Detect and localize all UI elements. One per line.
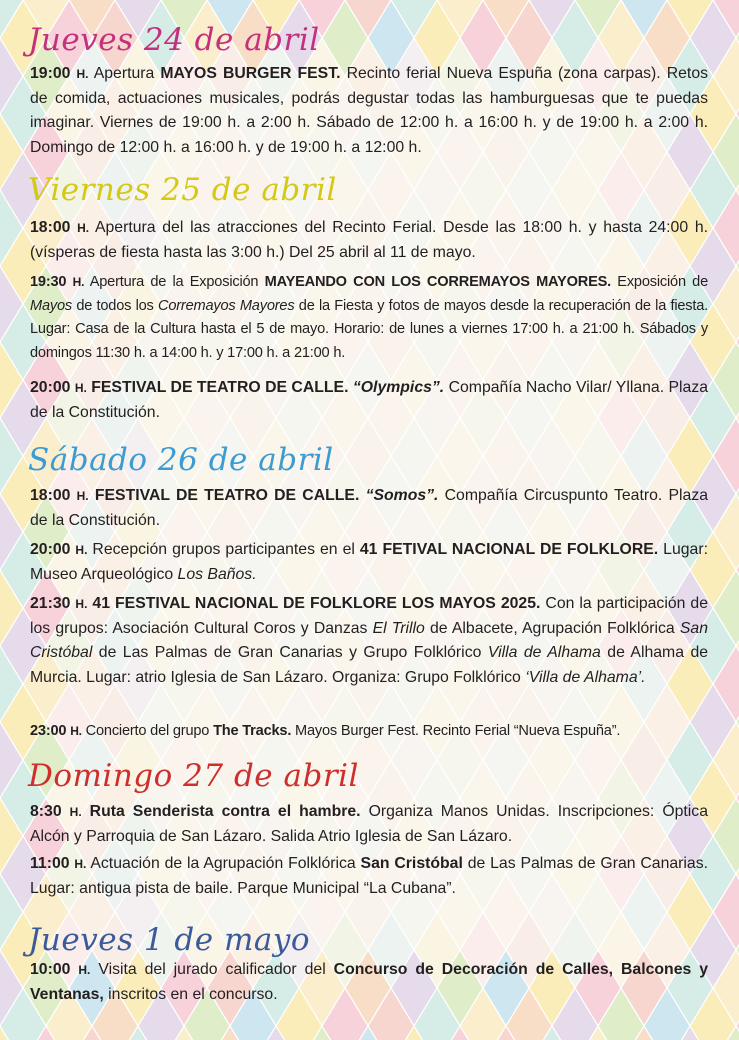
event-time: 19:30 [30, 274, 67, 290]
event-text: San Cristóbal [360, 855, 463, 872]
event-text: de todos los [71, 297, 159, 314]
day-heading-sabado-26: Sábado 26 de abril [28, 442, 334, 478]
event-text: ‘Villa de Alhama’. [525, 668, 646, 686]
event-text: de Las Palmas de Gran Canarias y Grupo Folklórico [92, 644, 488, 661]
event-text: MAYEANDO CON LOS CORREMAYOS MAYORES. [264, 274, 611, 290]
hour-abbrev: H. [72, 275, 85, 289]
event-time: 20:00 [30, 541, 71, 558]
event-entry-viernes-1800 [30, 216, 708, 265]
event-text: Los Baños. [177, 565, 257, 583]
event-time: 10:00 [30, 961, 71, 978]
event-entry-sabado-2000 [30, 538, 708, 587]
day-heading-jueves-24: Jueves 24 de abril [28, 22, 320, 58]
event-time: 18:00 [30, 219, 71, 236]
event-entry-domingo-1100 [30, 852, 708, 901]
event-time: 11:00 [30, 855, 70, 872]
event-entry-sabado-2130 [30, 592, 708, 690]
event-entry-jueves-1900 [30, 62, 708, 160]
event-text: Concierto del grupo [81, 723, 214, 739]
hour-abbrev: H. [70, 724, 82, 738]
event-text: Actuación de la Agrupación Folklórica [86, 855, 361, 872]
event-entry-sabado-2300 [30, 720, 708, 744]
hour-abbrev: H. [77, 221, 90, 235]
event-entry-viernes-1930 [30, 271, 708, 365]
event-text: Con la participación de los grupos: Asociación Cultural Coros y Danzas [30, 595, 708, 637]
event-text: Mayos Burger Fest. Recinto Ferial “Nueva Espuña”. [291, 723, 621, 739]
event-text: Ruta Senderista contra el hambre. [81, 803, 361, 820]
event-text: San Cristóbal [30, 619, 708, 661]
day-heading-viernes-25: Viernes 25 de abril [28, 172, 337, 208]
event-text: FESTIVAL DE TEATRO DE CALLE. [88, 487, 366, 504]
event-text: Apertura del las atracciones del Recinto Ferial. Desde las 18:00 h. y hasta 24:00 h. (vísperas de fiesta hasta las 3:00 h.) Del 25 abril al 11 de mayo. [30, 219, 708, 261]
event-entry-sabado-1800 [30, 484, 708, 533]
day-heading-domingo-27: Domingo 27 de abril [28, 758, 359, 794]
event-text: Concurso de Decoración de Calles, Balcones y Ventanas, [30, 961, 709, 1003]
event-text: FESTIVAL DE TEATRO DE CALLE. [86, 379, 353, 396]
event-text: Lugar: Museo Arqueológico [30, 541, 708, 583]
event-text: de Alhama de Murcia. Lugar: atrio Iglesia de San Lázaro. Organiza: Grupo Folklórico [30, 644, 709, 686]
hour-abbrev: H. [74, 857, 87, 871]
event-entry-jueves-mayo-1000 [30, 958, 708, 1007]
event-time: 20:00 [30, 379, 71, 396]
event-text: 41 FESTIVAL NACIONAL DE FOLKLORE LOS MAYOS 2025. [87, 595, 541, 612]
event-text: inscritos en el concurso. [103, 985, 278, 1003]
event-entry-domingo-0830 [30, 800, 708, 849]
event-text: Mayos [30, 297, 72, 314]
event-text: de Las Palmas de Gran Canarias. Lugar: antigua pista de baile. Parque Municipal “La Cubana”. [30, 855, 708, 897]
event-text: “Somos”. [365, 487, 439, 504]
event-text: Exposición de [611, 274, 708, 290]
hour-abbrev: H. [76, 67, 89, 81]
day-heading-jueves-1-mayo: Jueves 1 de mayo [28, 922, 311, 958]
event-text: “Olympics”. [352, 379, 445, 396]
event-text: de la Fiesta y fotos de mayos desde la recuperación de la fiesta. Lugar: Casa de la Cultura hasta el 5 de mayo. Horario: de lunes a viernes 17:00 h. a 21:00 h. Sábados y domingos 11:30 h. a 14:00 h. y 17:00 h. a 21:00 h. [30, 297, 709, 361]
event-text: El Trillo [372, 619, 425, 637]
event-text: Compañía Circuspunto Teatro. Plaza de la Constitución. [30, 487, 708, 529]
event-text: The Tracks. [213, 723, 292, 739]
hour-abbrev: H. [76, 489, 89, 503]
event-time: 18:00 [30, 487, 71, 504]
hour-abbrev: H. [75, 597, 88, 611]
event-text: Villa de Alhama [487, 644, 601, 661]
event-time: 8:30 [30, 803, 62, 820]
event-text: MAYOS BURGER FEST. [160, 65, 341, 82]
event-time: 21:30 [30, 595, 71, 612]
event-text: Apertura de la Exposición [84, 274, 265, 290]
event-text: Visita del jurado calificador del [90, 961, 334, 978]
event-text: Recepción grupos participantes en el [87, 541, 360, 558]
event-text: Organiza Manos Unidas. Inscripciones: Óptica Alcón y Parroquia de San Lázaro. Salida Atrio Iglesia de San Lázaro. [30, 803, 708, 845]
event-text: Recinto ferial Nueva Espuña (zona carpas). Retos de comida, actuaciones musicales, podrás degustar todas las hamburguesas que te puedas imaginar. Viernes de 19:00 h. a 2:00 h. Sábado de 12:00 h. a 16:00 h. y de 19:00 h. a 2:00 h. Domingo de 12:00 h. a 16:00 h. y de 19:00 h. a 12:00 h. [30, 65, 708, 156]
hour-abbrev: H. [75, 543, 88, 557]
event-text: de Albacete, Agrupación Folklórica [424, 619, 680, 637]
event-text: Apertura [88, 65, 161, 82]
event-text: 41 FETIVAL NACIONAL DE FOLKLORE. [359, 541, 659, 558]
hour-abbrev: H. [74, 381, 87, 395]
event-entry-viernes-2000 [30, 376, 708, 425]
hour-abbrev: H. [78, 963, 91, 977]
event-time: 19:00 [30, 65, 71, 82]
hour-abbrev: H. [69, 805, 82, 819]
event-text: Corremayos Mayores [158, 297, 295, 314]
event-text: Compañía Nacho Vilar/ Yllana. Plaza de la Constitución. [30, 379, 709, 421]
event-time: 23:00 [30, 723, 67, 739]
